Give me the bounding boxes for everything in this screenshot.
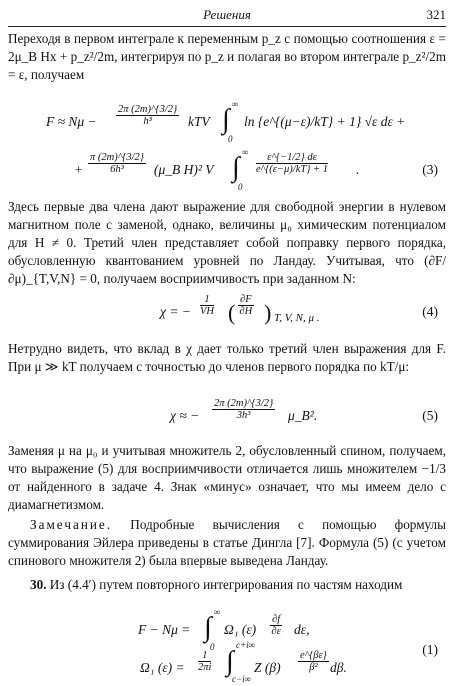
eq3-coef-1-numerator: 2π (2m)^{3/2} bbox=[118, 104, 178, 115]
eq3-coef-2-numerator: π (2m)^{3/2} bbox=[90, 152, 144, 163]
eq4-coef bbox=[200, 294, 214, 317]
eq4-lhs: χ = − bbox=[160, 304, 191, 319]
eq5-coef bbox=[212, 398, 275, 421]
integral-symbol: ∫ bbox=[226, 646, 234, 677]
equation-1-line-2 bbox=[8, 640, 446, 684]
eq1-coef-denominator: 2πi bbox=[198, 662, 212, 673]
paragraph-problem-30 bbox=[8, 576, 446, 594]
eq1-omega-1: Ω₁ (ε) bbox=[224, 622, 257, 637]
eq1-exp-frac bbox=[298, 650, 329, 673]
integral-sign-3 bbox=[204, 607, 221, 652]
eq1-int2-upper: c+i∞ bbox=[236, 640, 255, 650]
equation-4 bbox=[8, 292, 446, 332]
eq3-integrand bbox=[256, 152, 328, 175]
paragraph-diamagnetism: Заменяя μ на μ₀ и учитывая множитель 2, обусловленный спином, получаем, что выражение (5) для восприимчивости отличается лишь множителем −1/3 от найденного в задаче 4. Знак «минус» означает, что мы имеем дело с диамагнетизмом. bbox=[8, 443, 446, 512]
eq4-coef-denominator: VH bbox=[200, 306, 214, 317]
integral-sign-2 bbox=[232, 147, 249, 192]
eq3-term-a: F ≈ Nμ − bbox=[46, 114, 97, 129]
problem-number: 30. bbox=[30, 577, 47, 592]
integral-symbol: ∫ bbox=[232, 152, 240, 183]
eq5-tail: μ_B². bbox=[288, 408, 318, 423]
page-number: 321 bbox=[426, 7, 446, 22]
eq3-term-d: (μ_B H)² V bbox=[154, 162, 214, 177]
eq5-lhs: χ ≈ − bbox=[170, 408, 200, 423]
equation-1-line-1 bbox=[8, 607, 446, 652]
equation-3-line-2 bbox=[8, 148, 446, 192]
eq1-int1-upper: ∞ bbox=[214, 607, 221, 617]
eq5-coef-denominator: 3h³ bbox=[236, 410, 251, 421]
eq5-number: (5) bbox=[422, 408, 438, 423]
eq1-partial bbox=[270, 614, 282, 637]
remark-text: Подробные вычисления с помощью формулы суммирования Эйлера приведены в статье Дингла [7]. Формула (5) (с учетом спинового множителя 2) была впервые выведена Ландау. bbox=[8, 517, 447, 568]
problem-text: Из (4.4′) путем повторного интегрирования по частям находим bbox=[49, 577, 403, 592]
paragraph-contribution: Нетрудно видеть, что вклад в χ дает только третий член выражения для F. При μ ≫ kT получаем с точностью до членов первого порядка по kT/μ: bbox=[8, 341, 446, 374]
eq1-lhs-1: F − Nμ = bbox=[138, 622, 191, 637]
eq1-d-beta: dβ. bbox=[330, 660, 347, 675]
eq4-partial-numerator: ∂F bbox=[240, 294, 252, 305]
running-header bbox=[8, 4, 446, 27]
eq1-lhs-2: Ω₁ (ε) = bbox=[140, 660, 185, 675]
eq3-coef-2-denominator: 6h³ bbox=[110, 164, 124, 175]
integral-sign-4 bbox=[226, 640, 255, 684]
eq3-term-b: kTV bbox=[188, 114, 210, 129]
integral-sign-1 bbox=[222, 99, 239, 144]
eq3-plus: + bbox=[74, 162, 84, 177]
eq4-right-paren: ) bbox=[264, 300, 272, 325]
eq4-left-paren: ( bbox=[228, 300, 236, 325]
eq1-exp-denominator: β² bbox=[309, 662, 318, 673]
eq1-coef-numerator: 1 bbox=[198, 650, 211, 662]
paragraph-explanation: Здесь первые два члена дают выражение для свободной энергии в нулевом магнитном поле с заменой, однако, величины μ₀ химическим потенциалом для H ≠ 0. Третий член представляет собой поправку первого порядка, обусловленную квантованием уровней по Ландау. Учитывая, что (∂F/∂μ)_{T,V,N} = 0, получаем восприимчивость при заданном N: bbox=[8, 199, 446, 286]
eq1-partial-denominator: ∂ε bbox=[271, 626, 281, 637]
eq1-coef bbox=[198, 650, 211, 673]
eq1-number: (1) bbox=[422, 642, 438, 657]
remark-label: Замечание. bbox=[30, 517, 113, 532]
section-title: Решения bbox=[203, 7, 251, 22]
integral-symbol: ∫ bbox=[222, 104, 230, 135]
eq3-int1-lower: 0 bbox=[228, 134, 233, 144]
eq3-coef-1 bbox=[116, 104, 179, 127]
eq4-coef-numerator: 1 bbox=[200, 294, 214, 306]
eq1-exp-numerator: e^{βε} bbox=[300, 650, 327, 661]
eq3-int1-upper: ∞ bbox=[232, 99, 239, 109]
eq3-number: (3) bbox=[422, 162, 438, 177]
eq4-subscript: T, V, N, μ . bbox=[274, 312, 320, 324]
paragraph-intro: Переходя в первом интеграле к переменным p_z с помощью соотношения ε = 2μ_B Hx + p_z²/2m, интегрируя по p_z и полагая во втором интеграле p_z²/2m = ε, получаем bbox=[8, 31, 446, 82]
eq4-number: (4) bbox=[422, 304, 438, 319]
paragraph-remark bbox=[8, 516, 446, 570]
eq3-term-c: ln {e^{(μ−ε)/kT} + 1} √ε dε + bbox=[244, 114, 406, 129]
eq1-int1-lower: 0 bbox=[210, 642, 215, 652]
eq3-int2-lower: 0 bbox=[238, 182, 243, 192]
eq1-z-beta: Z (β) bbox=[254, 660, 281, 675]
equation-3-line-1 bbox=[8, 100, 446, 144]
eq3-coef-1-denominator: h³ bbox=[143, 116, 152, 127]
eq1-int2-lower: c−i∞ bbox=[232, 674, 251, 684]
eq4-partial bbox=[238, 294, 254, 317]
eq3-coef-2 bbox=[88, 152, 146, 175]
integral-symbol: ∫ bbox=[204, 612, 212, 643]
eq5-coef-numerator: 2π (2m)^{3/2} bbox=[214, 398, 274, 409]
eq3-integrand-numerator: ε^{−1/2} dε bbox=[256, 152, 328, 164]
eq4-partial-denominator: ∂H bbox=[239, 306, 253, 317]
eq1-d-epsilon: dε, bbox=[294, 622, 310, 637]
equation-5 bbox=[8, 396, 446, 436]
eq3-integrand-denominator: e^{(ε−μ)/kT} + 1 bbox=[256, 164, 328, 175]
eq3-period: . bbox=[356, 162, 360, 177]
eq1-partial-numerator: ∂f bbox=[272, 614, 281, 625]
eq3-int2-upper: ∞ bbox=[242, 147, 249, 157]
